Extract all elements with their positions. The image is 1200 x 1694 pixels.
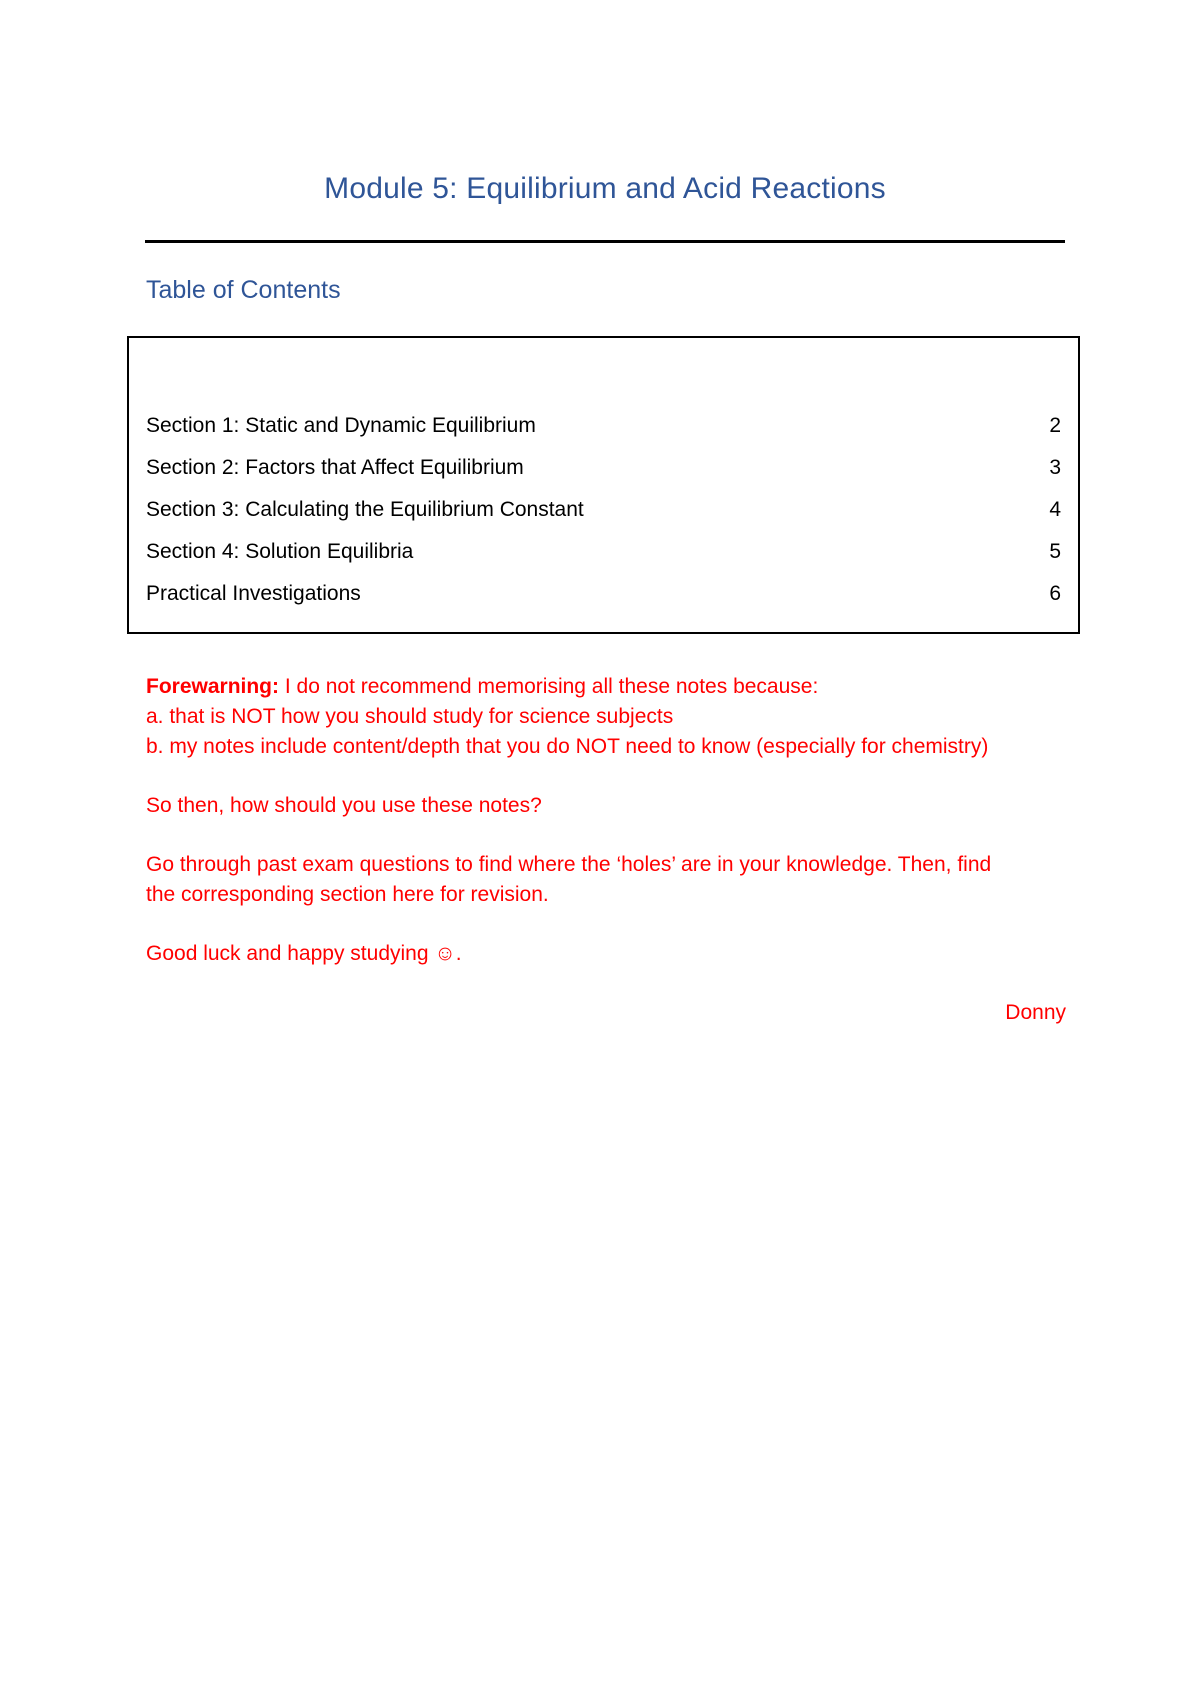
toc-entry[interactable] (146, 414, 1061, 456)
usage-advice-line-1: Go through past exam questions to find where the ‘holes’ are in your knowledge. Then, find (146, 853, 992, 876)
toc-entry-label: Practical Investigations (146, 582, 361, 605)
toc-entry[interactable] (146, 582, 1061, 624)
forewarning-label: Forewarning: (146, 675, 280, 698)
usage-advice-line-2: the corresponding section here for revision. (146, 883, 549, 906)
toc-entry-label: Section 3: Calculating the Equilibrium Constant (146, 498, 584, 521)
toc-entry-label: Section 1: Static and Dynamic Equilibrium (146, 414, 536, 437)
toc-entry-page: 5 (1049, 540, 1061, 563)
toc-entry-page: 3 (1049, 456, 1061, 479)
title-divider (145, 240, 1065, 243)
closing-line: Good luck and happy studying ☺. (146, 942, 462, 965)
toc-list (146, 414, 1061, 624)
toc-heading: Table of Contents (146, 276, 341, 304)
toc-entry-page: 2 (1049, 414, 1061, 437)
forewarning-line (146, 672, 1066, 702)
toc-entry[interactable] (146, 540, 1061, 582)
document-title: Module 5: Equilibrium and Acid Reactions (324, 172, 886, 205)
toc-box (127, 336, 1080, 634)
toc-entry[interactable] (146, 498, 1061, 540)
toc-entry-label: Section 2: Factors that Affect Equilibrium (146, 456, 524, 479)
usage-question: So then, how should you use these notes? (146, 794, 542, 817)
forewarning-text: I do not recommend memorising all these notes because: (279, 675, 819, 698)
toc-entry-page: 4 (1049, 498, 1061, 521)
toc-entry-label: Section 4: Solution Equilibria (146, 540, 414, 563)
forewarning-point-a: a. that is NOT how you should study for science subjects (146, 705, 674, 728)
forewarning-point-b: b. my notes include content/depth that you do NOT need to know (especially for chemistry) (146, 735, 989, 758)
toc-entry-page: 6 (1049, 582, 1061, 605)
forewarning-note (146, 672, 1066, 1028)
toc-entry[interactable] (146, 456, 1061, 498)
author-signature: Donny (1005, 1001, 1066, 1024)
